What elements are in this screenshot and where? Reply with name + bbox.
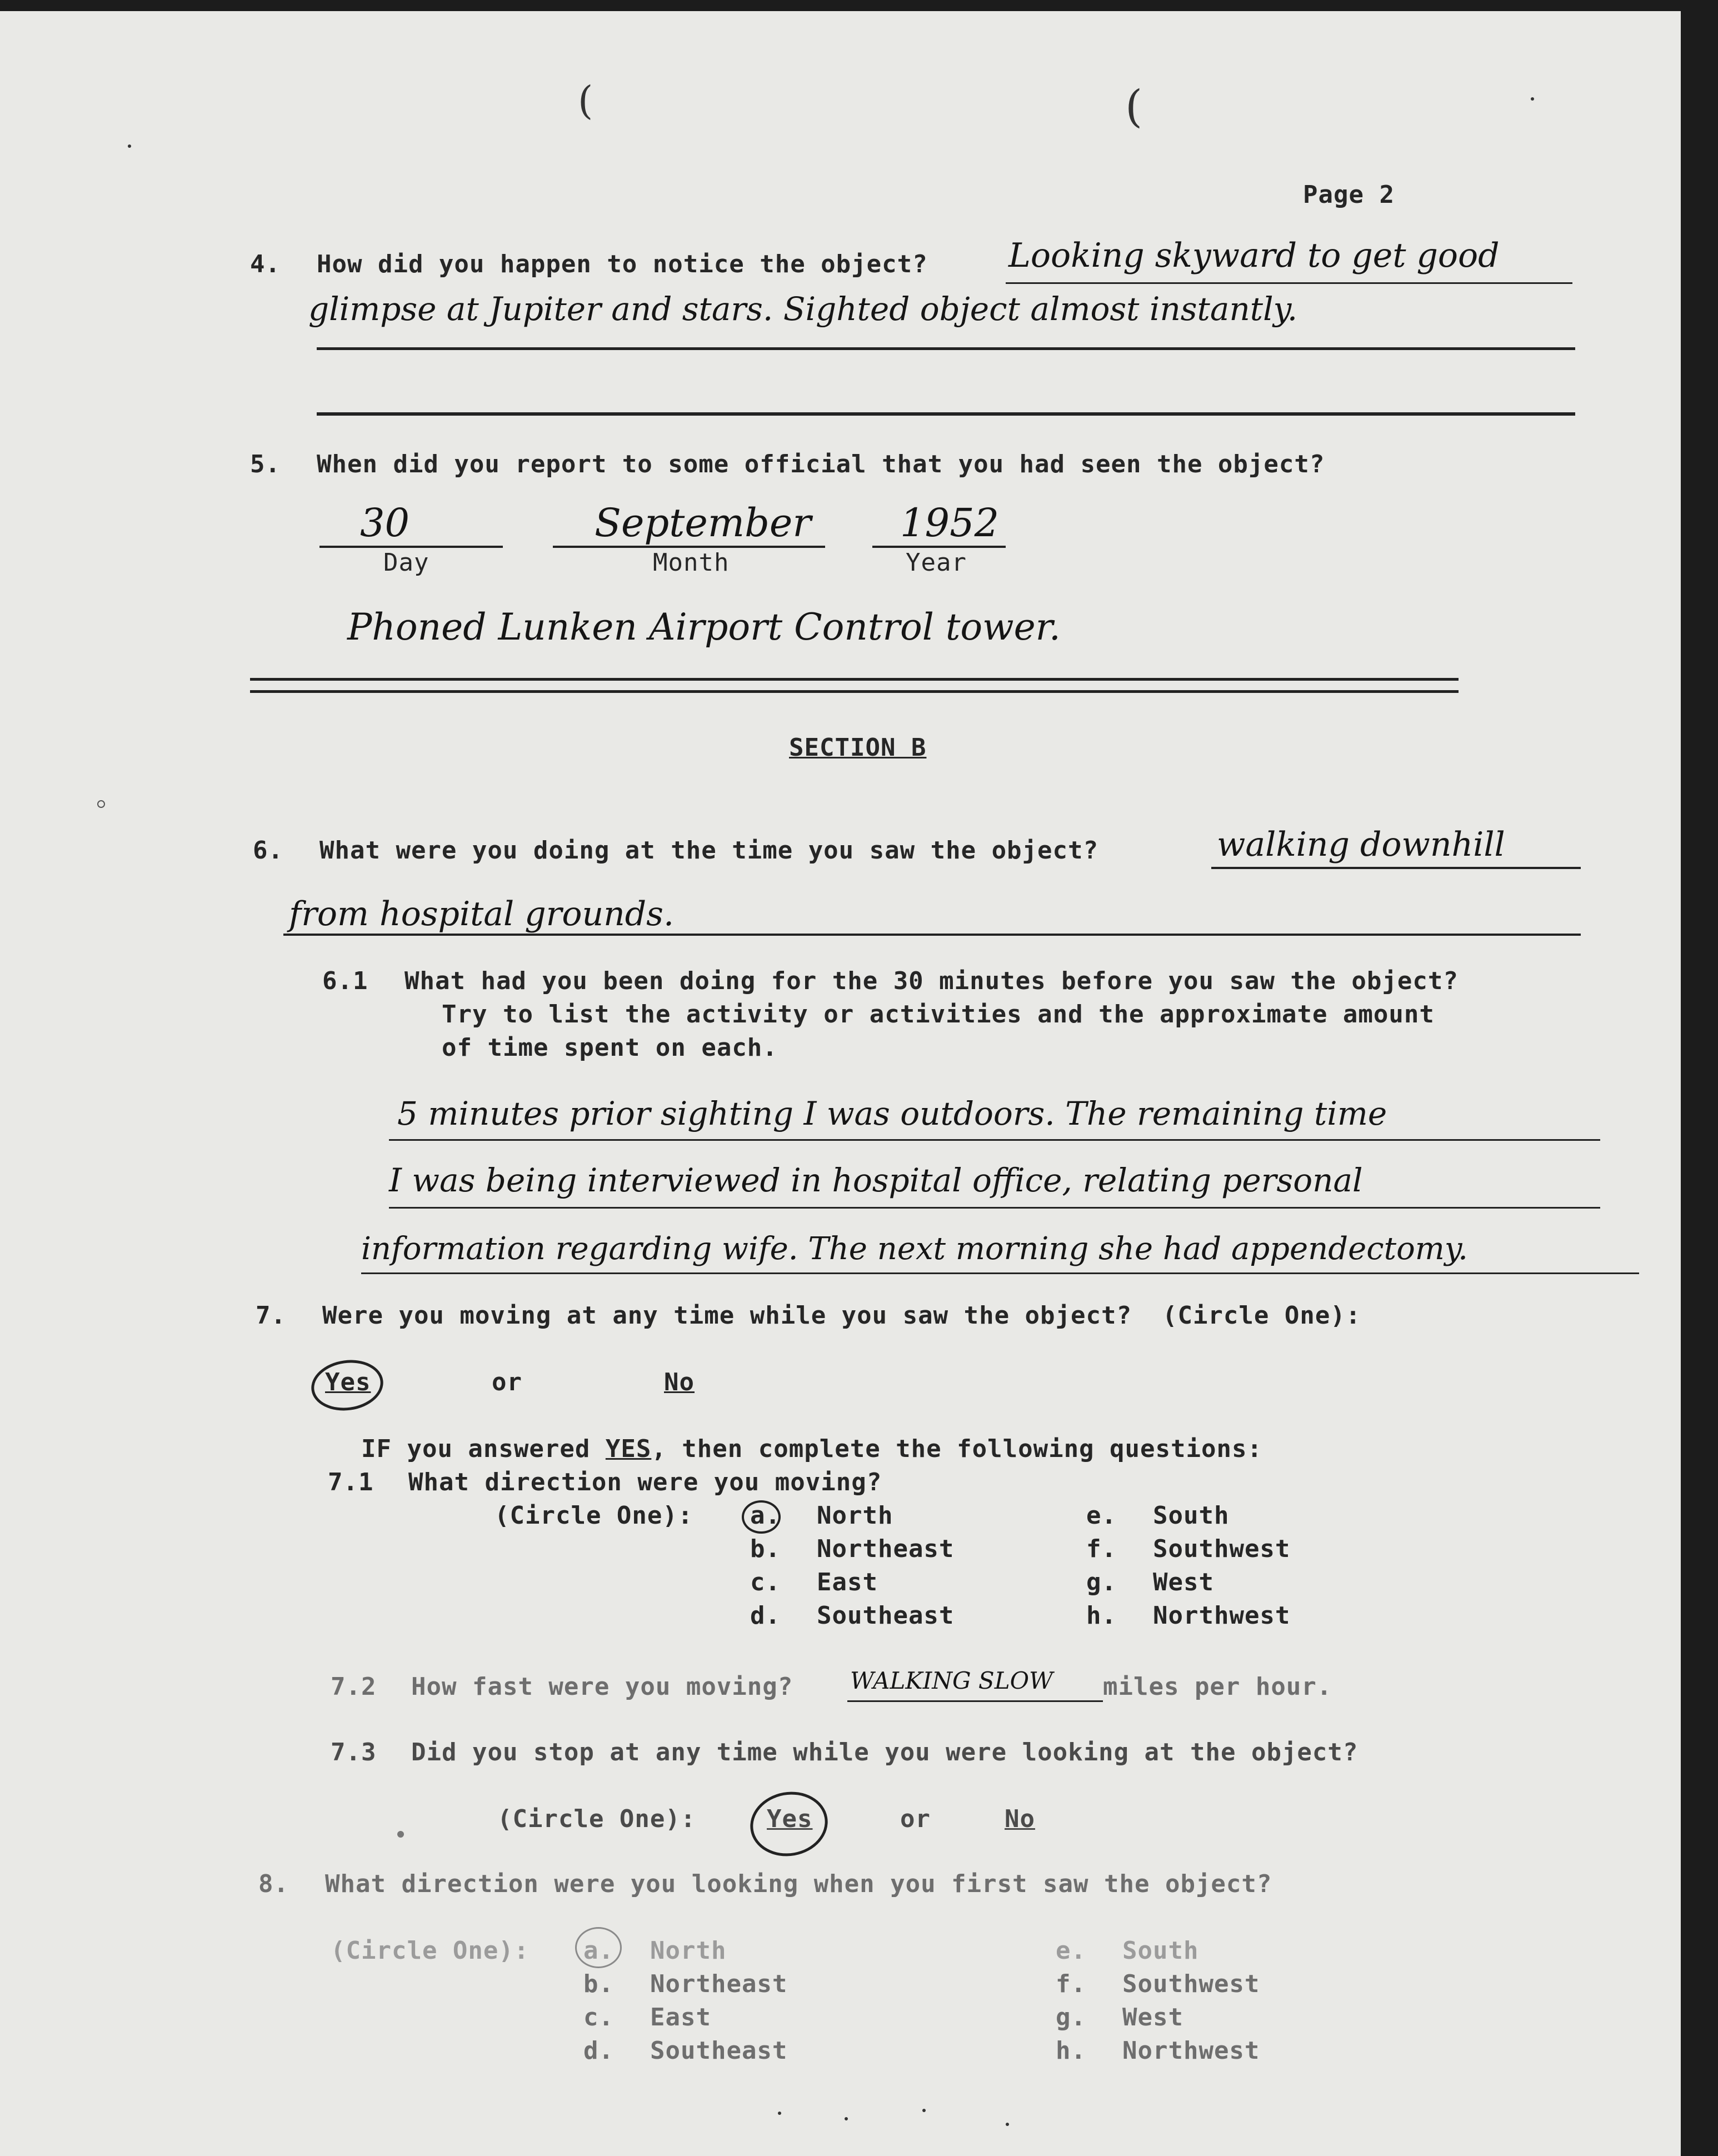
q7-1-option-a-label[interactable]: North [817, 1501, 893, 1530]
page-label: Page 2 [1303, 181, 1395, 209]
q7-1-option-c-label[interactable]: East [817, 1568, 878, 1596]
q6-answer-line1: walking downhill [1217, 825, 1505, 864]
q7-1-option-g-label[interactable]: West [1153, 1568, 1214, 1596]
q7-3-number: 7.3 [331, 1738, 377, 1766]
q7-1-option-f-key[interactable]: f. [1086, 1535, 1117, 1563]
q6-rule-1 [1211, 867, 1581, 869]
scan-speck [128, 144, 131, 148]
q6-1-question-line3: of time spent on each. [442, 1034, 778, 1062]
q7-1-option-e-key[interactable]: e. [1086, 1501, 1117, 1530]
q7-3-question: Did you stop at any time while you were looking at the object? [411, 1738, 1359, 1766]
q6-1-answer-line3: information regarding wife. The next morning she had appendectomy. [361, 1231, 1468, 1267]
scan-speck [922, 2109, 926, 2112]
q4-rule-3 [317, 412, 1575, 416]
q5-number: 5. [250, 450, 281, 478]
q7-1-number: 7.1 [328, 1468, 374, 1496]
q8-question: What direction were you looking when you first saw the object? [325, 1870, 1272, 1898]
q8-option-b-key[interactable]: b. [583, 1970, 614, 1998]
q8-option-d-label[interactable]: Southeast [650, 2037, 788, 2065]
q7-2-number: 7.2 [331, 1673, 377, 1701]
q7-1-option-f-label[interactable]: Southwest [1153, 1535, 1291, 1563]
q8-option-c-label[interactable]: East [650, 2003, 711, 2032]
q7-yes-circle-mark [308, 1355, 386, 1415]
q5-question: When did you report to some official that you had seen the object? [317, 450, 1325, 478]
q7-or-text: or [492, 1368, 522, 1396]
q8-selected-circle-mark [575, 1927, 622, 1968]
q7-no-option[interactable]: No [664, 1368, 695, 1396]
q6-1-answer-line1: 5 minutes prior sighting I was outdoors. The remaining time [397, 1095, 1387, 1132]
q5-month-label: Month [653, 548, 730, 577]
q5-day-label: Day [383, 548, 430, 577]
q7-3-yes-option[interactable]: Yes [767, 1805, 813, 1833]
q4-answer-line2: glimpse at Jupiter and stars. Sighted object almost instantly. [308, 290, 1298, 328]
q7-if-text: IF you answered YES, then complete the following questions: [361, 1435, 1262, 1463]
q4-answer-line1: Looking skyward to get good [1008, 236, 1500, 275]
scan-speck [1006, 2123, 1009, 2126]
q7-1-circle-label: (Circle One): [495, 1501, 693, 1530]
q8-option-g-label[interactable]: West [1122, 2003, 1183, 2032]
q7-1-option-d-label[interactable]: Southeast [817, 1601, 955, 1630]
scan-speck [845, 2117, 848, 2120]
q7-3-circle-label: (Circle One): [497, 1805, 696, 1833]
q6-answer-line2: from hospital grounds. [289, 895, 675, 934]
q8-option-c-key[interactable]: c. [583, 2003, 614, 2032]
q8-option-h-label[interactable]: Northwest [1122, 2037, 1260, 2065]
q7-1-option-h-label[interactable]: Northwest [1153, 1601, 1291, 1630]
q5-day-rule [319, 546, 503, 548]
q8-option-a-label[interactable]: North [650, 1937, 727, 1965]
q8-circle-label: (Circle One): [331, 1937, 530, 1965]
q7-1-selected-circle-mark [742, 1500, 781, 1534]
q8-option-b-label[interactable]: Northeast [650, 1970, 788, 1998]
section-divider-top [250, 678, 1459, 681]
scan-speck [1531, 97, 1534, 101]
q5-year-label: Year [906, 548, 967, 577]
scan-speck [97, 800, 105, 808]
q7-1-option-b-label[interactable]: Northeast [817, 1535, 955, 1563]
q6-1-question-line1: What had you been doing for the 30 minutes before you saw the object? [404, 967, 1459, 995]
q6-1-number: 6.1 [322, 967, 368, 995]
q7-1-option-a-key[interactable]: a. [750, 1501, 781, 1530]
q8-option-g-key[interactable]: g. [1056, 2003, 1086, 2032]
scan-speck [397, 1831, 404, 1838]
q7-2-question: How fast were you moving? [411, 1673, 793, 1701]
paren-mark-right: ( [1125, 81, 1143, 132]
q7-2-rule [847, 1700, 1103, 1702]
q7-question: Were you moving at any time while you saw the object? (Circle One): [322, 1301, 1361, 1330]
q6-question: What were you doing at the time you saw the object? [319, 836, 1099, 865]
q6-1-rule-1 [389, 1139, 1600, 1141]
q5-year-rule [872, 546, 1006, 548]
document-page [0, 11, 1681, 2156]
q8-option-a-key[interactable]: a. [583, 1937, 614, 1965]
q7-1-question: What direction were you moving? [408, 1468, 882, 1496]
section-divider-bottom [250, 690, 1459, 693]
q7-1-option-e-label[interactable]: South [1153, 1501, 1230, 1530]
scan-speck [778, 2112, 781, 2115]
q8-option-e-label[interactable]: South [1122, 1937, 1199, 1965]
q7-2-unit: miles per hour. [1103, 1673, 1332, 1701]
q8-option-e-key[interactable]: e. [1056, 1937, 1086, 1965]
q7-yes-option[interactable]: Yes [325, 1368, 371, 1396]
q5-month-value: September [595, 500, 811, 546]
q5-year-value: 1952 [900, 500, 1000, 546]
q8-option-f-key[interactable]: f. [1056, 1970, 1086, 1998]
q8-option-f-label[interactable]: Southwest [1122, 1970, 1260, 1998]
paren-mark-left: ( [578, 78, 593, 123]
q4-number: 4. [250, 250, 281, 278]
q6-1-answer-line2: I was being interviewed in hospital office, relating personal [389, 1161, 1363, 1199]
q7-2-answer: WALKING SLOW [850, 1667, 1053, 1694]
q6-1-rule-3 [361, 1272, 1639, 1274]
q6-1-question-line2: Try to list the activity or activities and the approximate amount [442, 1000, 1435, 1029]
q5-month-rule [553, 546, 825, 548]
q7-1-option-b-key[interactable]: b. [750, 1535, 781, 1563]
q7-1-option-h-key[interactable]: h. [1086, 1601, 1117, 1630]
q4-question: How did you happen to notice the object? [317, 250, 928, 278]
q7-3-yes-circle-mark [745, 1786, 833, 1863]
q7-3-or-text: or [900, 1805, 931, 1833]
q5-day-value: 30 [360, 500, 410, 546]
q4-rule-1 [1006, 282, 1572, 284]
q7-3-no-option[interactable]: No [1005, 1805, 1035, 1833]
q8-number: 8. [258, 1870, 289, 1898]
section-title: SECTION B [789, 733, 927, 762]
q7-1-option-c-key[interactable]: c. [750, 1568, 781, 1596]
q8-option-h-key[interactable]: h. [1056, 2037, 1086, 2065]
q7-number: 7. [256, 1301, 286, 1330]
q7-1-option-d-key[interactable]: d. [750, 1601, 781, 1630]
q6-rule-2 [283, 934, 1581, 936]
q5-note: Phoned Lunken Airport Control tower. [347, 606, 1061, 648]
q7-1-option-g-key[interactable]: g. [1086, 1568, 1117, 1596]
q4-rule-2 [317, 347, 1575, 350]
q6-1-rule-2 [389, 1207, 1600, 1209]
q6-number: 6. [253, 836, 283, 865]
q8-option-d-key[interactable]: d. [583, 2037, 614, 2065]
